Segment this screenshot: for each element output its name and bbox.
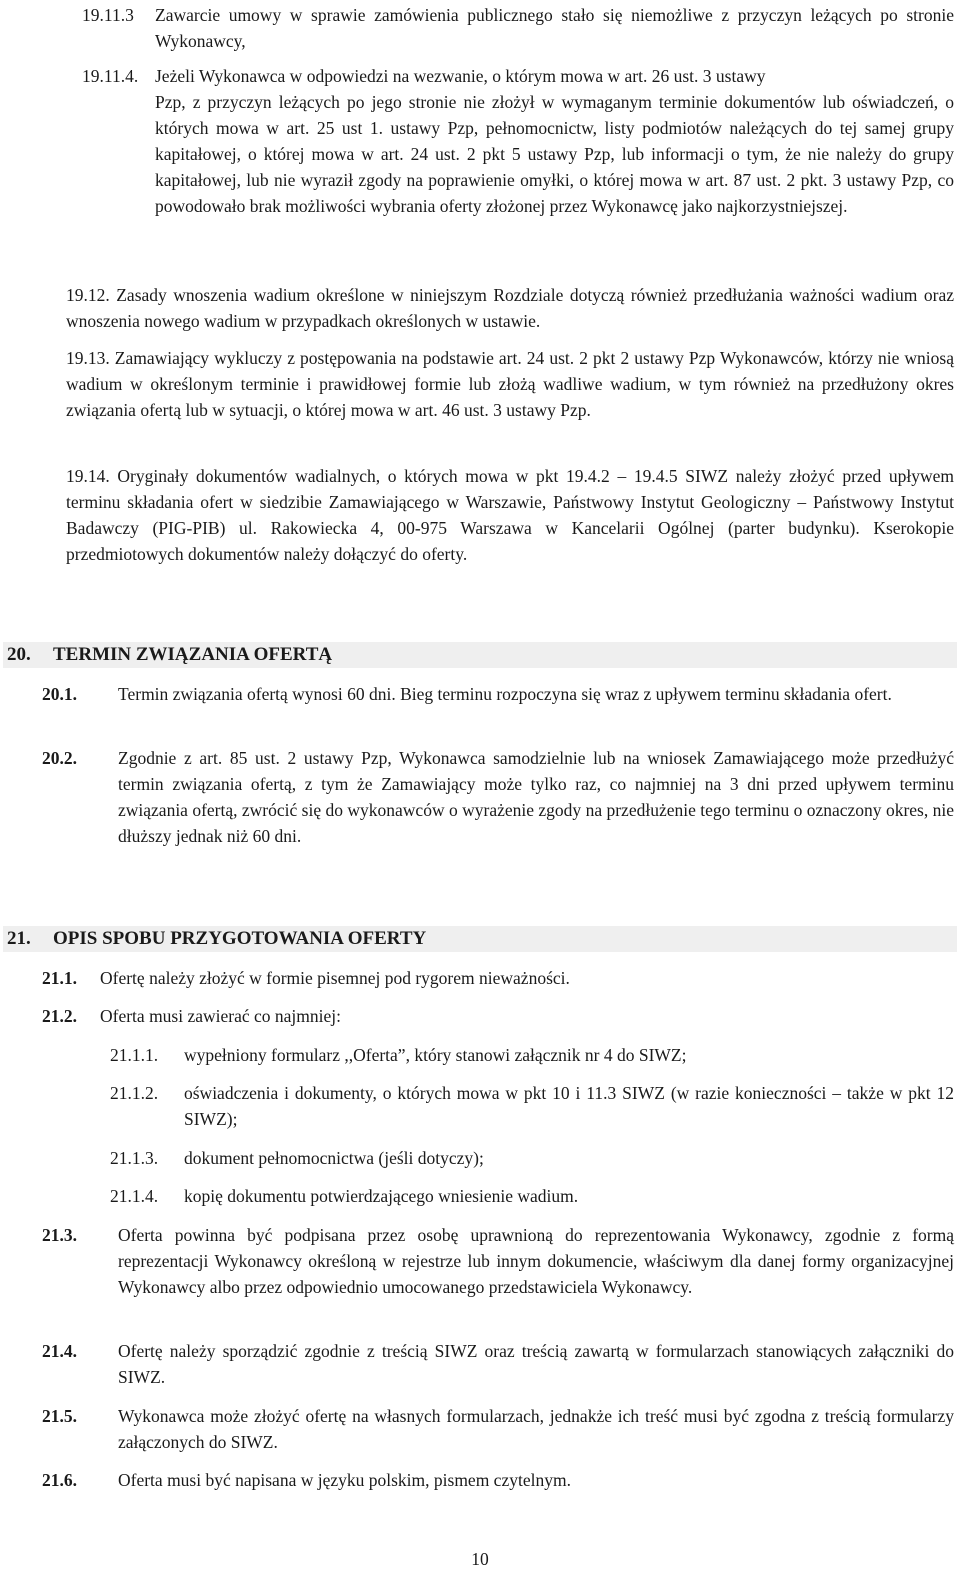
section-21-heading xyxy=(3,926,957,952)
subitem-text: dokument pełnomocnictwa (jeśli dotyczy); xyxy=(184,1148,484,1168)
point-number: 19.11.3 xyxy=(82,5,134,25)
item-text: Wykonawca może złożyć ofertę na własnych formularzach, jednakże ich treść musi być zgodna z treścią formularzy załączonych do SIWZ. xyxy=(118,1406,954,1452)
item-number: 21.1. xyxy=(42,968,77,988)
subitem-text: kopię dokumentu potwierdzającego wniesienie wadium. xyxy=(184,1186,579,1206)
item-20-2 xyxy=(42,745,954,849)
subitem-21-1-4 xyxy=(110,1183,954,1209)
point-19-11-3 xyxy=(82,2,954,54)
item-21-1 xyxy=(42,965,954,991)
paragraph-19-13: 19.13. Zamawiający wykluczy z postępowania na podstawie art. 24 ust. 2 pkt 2 ustawy Pzp Wykonawców, którzy nie wniosą wadium w określonym terminie i prawidłowej formie lub złożą wadliwe wadium, w tym również na przedłużony okres związania ofertą lub w sytuacji, o której mowa w art. 46 ust. 3 ustawy Pzp. xyxy=(66,348,954,420)
item-text: Ofertę należy sporządzić zgodnie z treścią SIWZ oraz treścią zawartą w formularzach stanowiących załączniki do SIWZ. xyxy=(118,1341,954,1387)
item-number: 20.2. xyxy=(42,748,77,768)
section-title: OPIS SPOBU PRZYGOTOWANIA OFERTY xyxy=(53,928,427,949)
item-number: 20.1. xyxy=(42,684,77,704)
item-20-1 xyxy=(42,681,954,707)
item-21-4 xyxy=(42,1338,954,1390)
item-text: Termin związania ofertą wynosi 60 dni. Bieg terminu rozpoczyna się wraz z upływem terminu składania ofert. xyxy=(118,684,892,704)
point-text-first-line: Jeżeli Wykonawca w odpowiedzi na wezwanie, o którym mowa w art. 26 ust. 3 ustawy xyxy=(155,66,766,86)
item-number: 21.2. xyxy=(42,1006,77,1026)
section-number: 20. xyxy=(7,644,31,665)
subitem-21-1-1 xyxy=(110,1042,954,1068)
item-number: 21.3. xyxy=(42,1225,77,1245)
item-21-2 xyxy=(42,1003,954,1029)
item-number: 21.6. xyxy=(42,1470,77,1490)
subitem-text: wypełniony formularz ,,Oferta”, który stanowi załącznik nr 4 do SIWZ; xyxy=(184,1045,687,1065)
section-title: TERMIN ZWIĄZANIA OFERTĄ xyxy=(53,644,333,665)
paragraph-19-12: 19.12. Zasady wnoszenia wadium określone w niniejszym Rozdziale dotyczą również przedłużania ważności wadium oraz wnoszenia nowego wadium w przypadkach określonych w ustawie. xyxy=(66,285,954,331)
subitem-21-1-3 xyxy=(110,1145,954,1171)
page-number: 10 xyxy=(471,1549,489,1569)
subitem-21-1-2 xyxy=(110,1080,954,1132)
point-number: 19.11.4. xyxy=(82,66,139,86)
item-number: 21.4. xyxy=(42,1341,77,1361)
subitem-number: 21.1.2. xyxy=(110,1083,159,1103)
subitem-number: 21.1.3. xyxy=(110,1148,159,1168)
item-text: Zgodnie z art. 85 ust. 2 ustawy Pzp, Wykonawca samodzielnie lub na wniosek Zamawiającego może przedłużyć termin związania ofertą, z tym że Zamawiający może tylko raz, co najmniej na 3 dni przed upływem terminu związania ofertą, zwrócić się do wykonawców o wyrażenie zgody na przedłużenie tego terminu o oznaczony okres, nie dłuższy jednak niż 60 dni. xyxy=(118,748,954,846)
item-number: 21.5. xyxy=(42,1406,77,1426)
point-19-11-4 xyxy=(82,63,954,89)
section-20-heading xyxy=(3,642,957,668)
item-text: Oferta musi być napisana w języku polskim, pismem czytelnym. xyxy=(118,1470,571,1490)
item-21-5 xyxy=(42,1403,954,1455)
subitem-text: oświadczenia i dokumenty, o których mowa w pkt 10 i 11.3 SIWZ (w razie konieczności – także w pkt 12 SIWZ); xyxy=(184,1083,954,1129)
item-21-6 xyxy=(42,1467,954,1493)
point-text: Zawarcie umowy w sprawie zamówienia publicznego stało się niemożliwe z przyczyn leżących po stronie Wykonawcy, xyxy=(155,5,954,51)
paragraph-19-14: 19.14. Oryginały dokumentów wadialnych, o których mowa w pkt 19.4.2 – 19.4.5 SIWZ należy złożyć przed upływem terminu składania ofert w siedzibie Zamawiającego w Warszawie, Państwowy Instytut Geologiczny – Państwowy Instytut Badawczy (PIG-PIB) ul. Rakowiecka 4, 00-975 Warszawa w Kancelarii Ogólnej (parter budynku). Kserokopie przedmiotowych dokumentów należy dołączyć do oferty. xyxy=(66,466,954,564)
subitem-number: 21.1.1. xyxy=(110,1045,159,1065)
point-19-11-4-continuation: Pzp, z przyczyn leżących po jego stronie nie złożył w wymaganym terminie dokumentów lub oświadczeń, o których mowa w art. 25 ust 1. ustawy Pzp, pełnomocnictw, listy podmiotów należących do tej samej grupy kapitałowej, o której mowa w art. 24 ust. 2 pkt 5 ustawy Pzp, lub informacji o tym, że nie należy do grupy kapitałowej, lub nie wyraził zgody na poprawienie omyłki, o której mowa w art. 87 ust. 2 pkt. 3 ustawy Pzp, co powodowało brak możliwości wybrania oferty złożonej przez Wykonawcę jako najkorzystniejszej. xyxy=(155,92,954,216)
item-text: Oferta musi zawierać co najmniej: xyxy=(100,1006,342,1026)
item-21-3 xyxy=(42,1222,954,1300)
item-text: Oferta powinna być podpisana przez osobę uprawnioną do reprezentowania Wykonawcy, zgodnie z formą reprezentacji Wykonawcy określoną w rejestrze lub innym dokumencie, właściwym dla danej formy organizacyjnej Wykonawcy albo przez odpowiednio umocowanego przedstawiciela Wykonawcy. xyxy=(118,1225,954,1297)
subitem-number: 21.1.4. xyxy=(110,1186,159,1206)
item-text: Ofertę należy złożyć w formie pisemnej pod rygorem nieważności. xyxy=(100,968,570,988)
section-number: 21. xyxy=(7,928,31,949)
